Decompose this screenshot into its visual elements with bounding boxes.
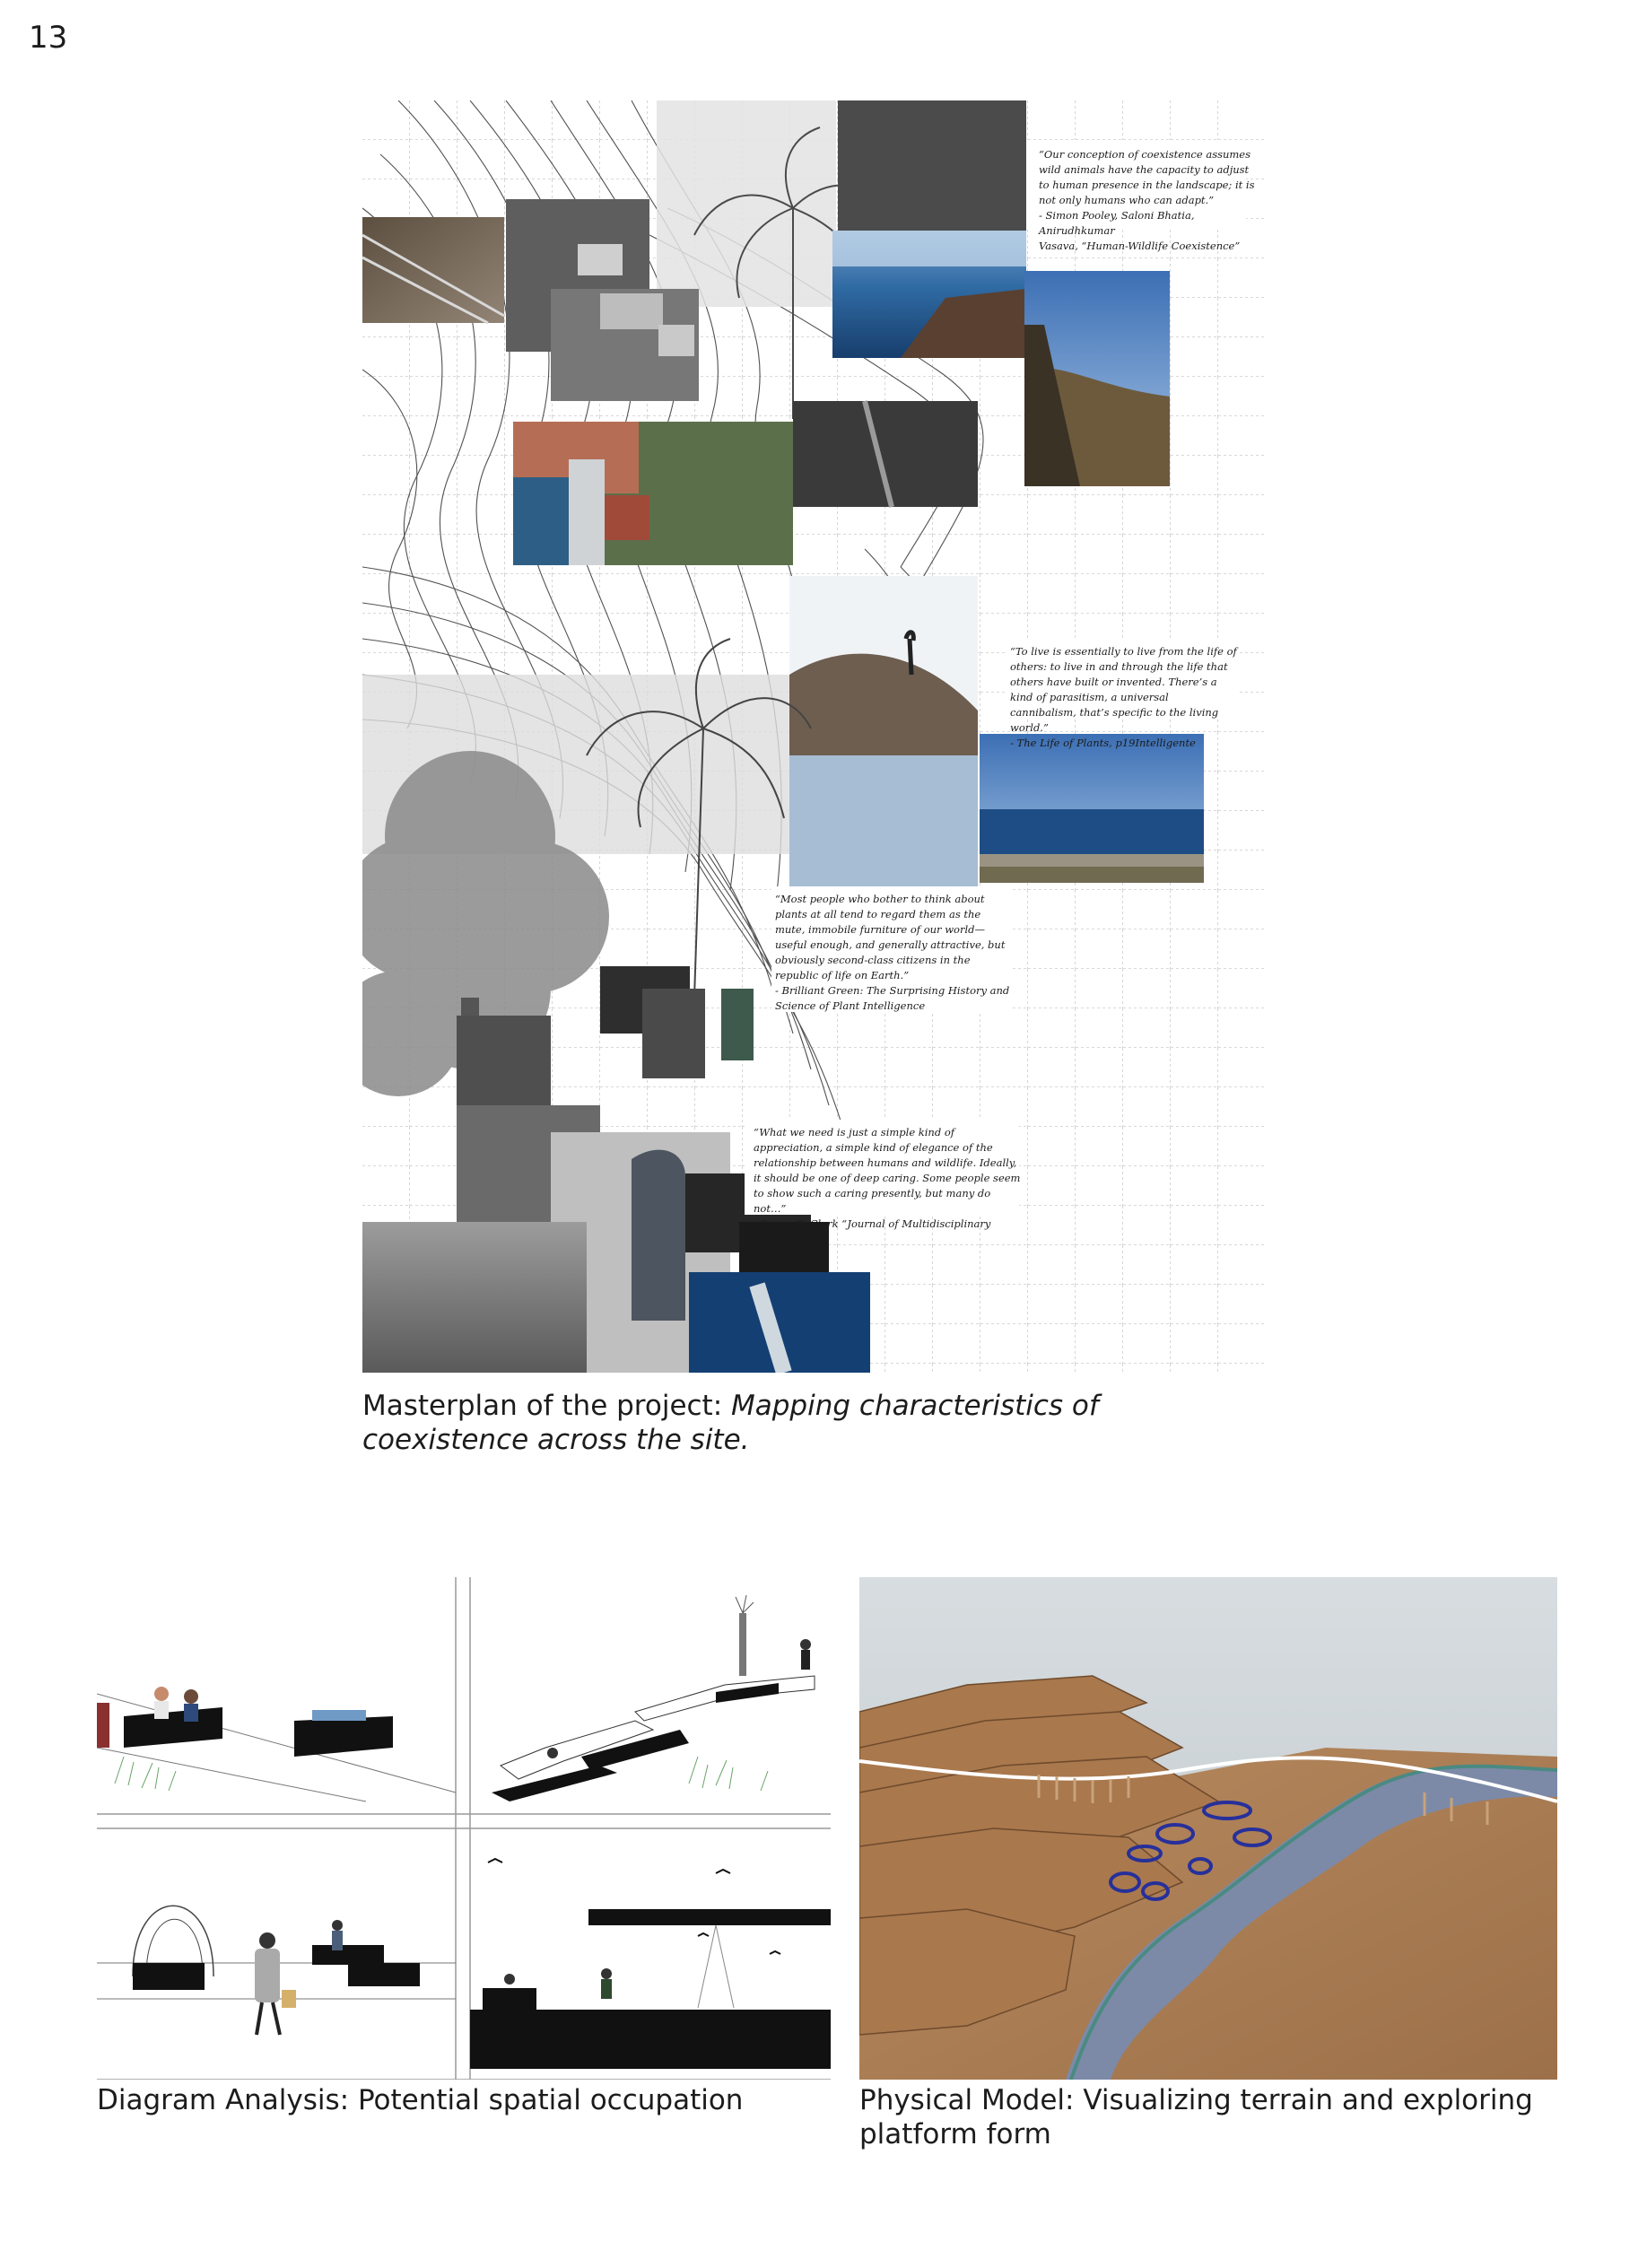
- page-number: 13: [29, 20, 68, 56]
- masterplan-caption-label: Masterplan of the project:: [362, 1390, 732, 1422]
- model-caption: Physical Model: Visualizing terrain and exploring platform form: [859, 2084, 1533, 2150]
- quote-brilliant-green: “Most people who bother to think about plants at all tend to regard them as the mute, immobile furniture of our world—useful enough, and generally attractive, but obviously second-class citizens in the republic of life on Earth.” - Brilliant Green: The Surprising History and Science of Plant Intelligence: [775, 893, 1010, 1012]
- diagram-caption: Diagram Analysis: Potential spatial occupation: [97, 2084, 744, 2116]
- masterplan-caption-italic: Mapping characteristics of coexistence across the site.: [362, 1390, 1099, 1456]
- quote-life-of-plants: “To live is essentially to live from the life of others: to live in and through the life that others have built or invented. There’s a kind of parasitism, a universal cannibalism, that’s specific to the living world.” - The Life of Plants, p19Intelligente: [1010, 645, 1237, 749]
- quote-susan-clark: “What we need is just a simple kind of appreciation, a simple kind of elegance of the relationship between humans and wildlife. Ideally, it should be one of deep caring. Some people seem to show such a caring presently, but many do not…” - Susan G. Clark “Journal of Multidisciplinary Reserach”: [754, 1126, 1021, 1245]
- quote-coexistence: “Our conception of coexistence assumes wild animals have the capacity to adjust to human presence in the landscape; it is not only humans who can adapt.” - Simon Pooley, Saloni Bhatia, Anirudhkumar Vasava, “Human-Wildlife Coexistence”: [1039, 148, 1255, 252]
- masterplan-collage: [362, 100, 1265, 1373]
- masterplan-caption: [362, 1389, 1268, 1457]
- diagram-panels: [97, 1577, 831, 2080]
- diagram-analysis: [97, 1577, 831, 2080]
- physical-model-photo: [859, 1577, 1557, 2080]
- physical-model-image: [859, 1577, 1557, 2080]
